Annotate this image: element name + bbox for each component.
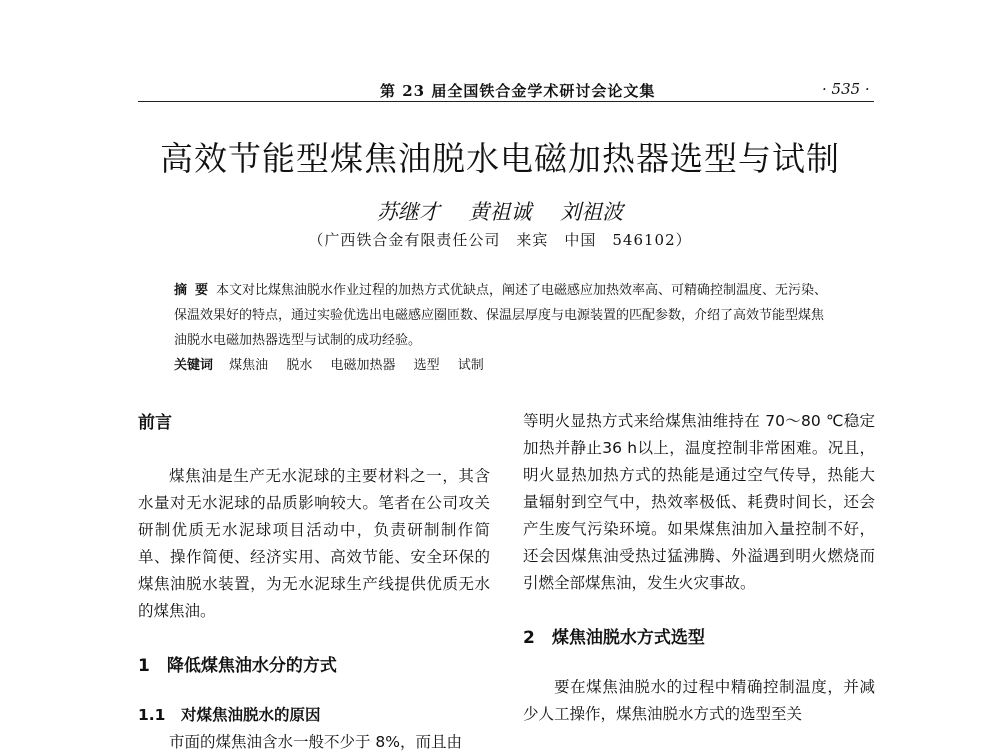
- page-number: · 535 ·: [822, 80, 870, 98]
- preface-heading: 前言: [138, 413, 172, 433]
- section-2-heading: 2 煤焦油脱水方式选型: [523, 628, 705, 648]
- running-title: 第 23 届全国铁合金学术研讨会论文集: [380, 82, 656, 100]
- abstract-block: [174, 278, 834, 378]
- section-1-1-paragraph: 市面的煤焦油含水一般不少于 8%，而且由: [169, 733, 463, 751]
- keywords-line: [174, 353, 834, 378]
- section-2-paragraph: 要在煤焦油脱水的过程中精确控制温度，并减少人工操作，煤焦油脱水方式的选型至关: [523, 678, 875, 723]
- keyword: 脱水: [286, 358, 313, 373]
- keyword: 选型: [413, 358, 440, 373]
- left-column: [138, 410, 490, 756]
- continued-paragraph: 等明火显热方式来给煤焦油维持在 70～80 ℃稳定加热并静止36 h以上，温度控制非常困难。况且，明火显热加热方式的热能是通过空气传导，热能大量辐射到空气中，热效率极低、耗费时间长，还会产生废气污染环境。如果煤焦油加入量控制不好，还会因煤焦油受热过猛沸腾、外溢遇到明火燃烧而引燃全部煤焦油，发生火灾事故。: [523, 412, 875, 592]
- keyword: 电磁加热器: [330, 358, 396, 373]
- affiliation: （广西铁合金有限责任公司 来宾 中国 546102）: [308, 231, 692, 249]
- keywords-label: 关键词: [174, 358, 214, 373]
- paper-title: 高效节能型煤焦油脱水电磁加热器选型与试制: [160, 139, 840, 178]
- header-rule: [138, 101, 874, 102]
- abstract-label: 摘要: [174, 283, 217, 298]
- authors: 苏继才 黄祖诚 刘祖波: [376, 200, 624, 224]
- keyword: 煤焦油: [229, 358, 269, 373]
- keyword: 试制: [457, 358, 484, 373]
- section-1-heading: 1 降低煤焦油水分的方式: [138, 656, 337, 676]
- abstract-paragraph: [174, 278, 834, 353]
- preface-paragraph: 煤焦油是生产无水泥球的主要材料之一，其含水量对无水泥球的品质影响较大。笔者在公司攻关研制优质无水泥球项目活动中，负责研制制作简单、操作简便、经济实用、高效节能、安全环保的煤焦油脱水装置，为无水泥球生产线提供优质无水的煤焦油。: [138, 467, 490, 620]
- section-1-1-heading: 1.1 对煤焦油脱水的原因: [138, 706, 321, 724]
- abstract-text: 本文对比煤焦油脱水作业过程的加热方式优缺点，阐述了电磁感应加热效率高、可精确控制温度、无污染、保温效果好的特点，通过实验优选出电磁感应圈匝数、保温层厚度与电源装置的匹配参数，介绍了高效节能型煤焦油脱水电磁加热器选型与试制的成功经验。: [174, 283, 828, 348]
- right-column: [523, 408, 875, 728]
